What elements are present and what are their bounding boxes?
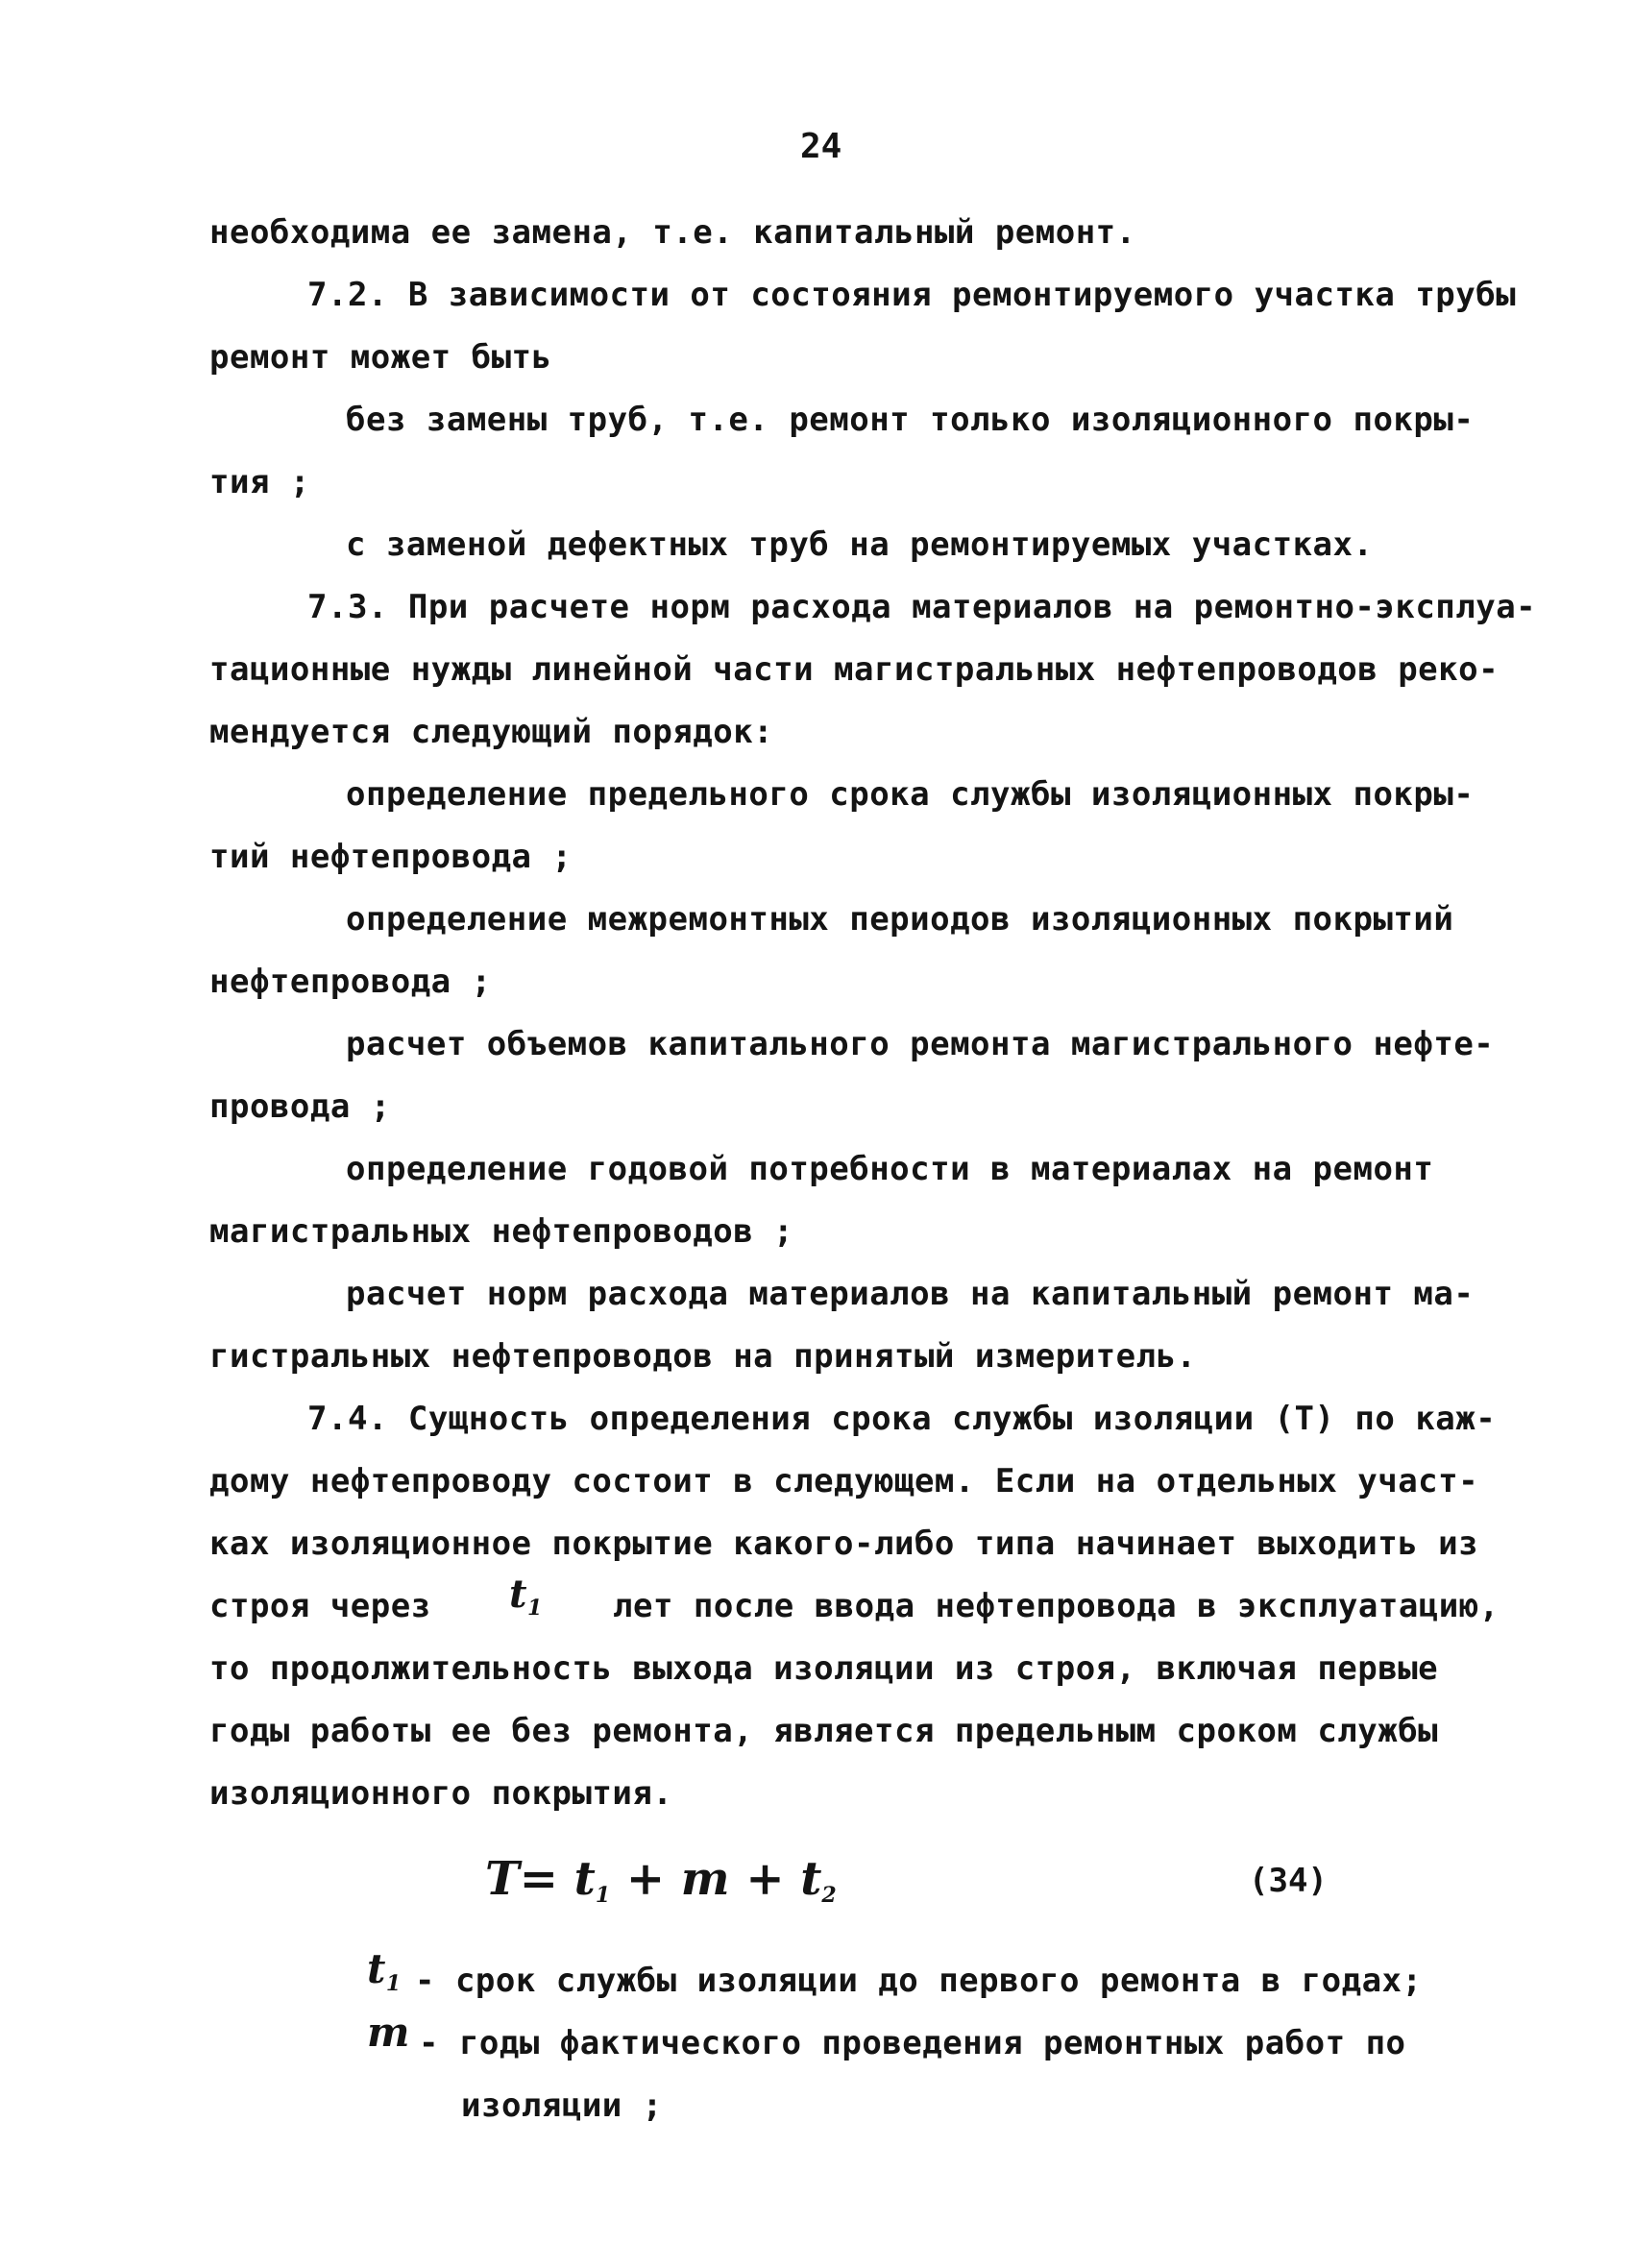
text-line-16: определение годовой потребности в материалах на ремонт <box>346 1150 1434 1188</box>
text-line-12: определение межремонтных периодов изоляционных покрытий <box>346 900 1454 939</box>
text-line-17: магистральных нефтепроводов ; <box>209 1212 794 1251</box>
text-line-5: тия ; <box>209 463 310 501</box>
text-line-23a: строя через <box>209 1587 431 1625</box>
text-line-23b: лет после ввода нефтепровода в эксплуатацию, <box>613 1587 1500 1625</box>
text-line-22: ках изоляционное покрытие какого-либо типа начинает выходить из <box>209 1524 1479 1563</box>
definition-text-t1: - срок службы изоляции до первого ремонта в годах; <box>415 1962 1423 2000</box>
text-line-25: годы работы ее без ремонта, является предельным сроком службы <box>209 1712 1439 1750</box>
formula-plus-2: + <box>745 1852 785 1906</box>
text-line-10: определение предельного срока службы изоляционных покры- <box>346 775 1475 814</box>
text-line-18: расчет норм расхода материалов на капитальный ремонт ма- <box>346 1275 1475 1313</box>
text-line-15: провода ; <box>209 1087 391 1126</box>
t1-symbol-inline: $t_1$ <box>509 1572 543 1621</box>
text-line-19: гистральных нефтепроводов на принятый измеритель. <box>209 1337 1197 1376</box>
text-line-1: необходима ее замена, т.е. капитальный ремонт. <box>209 213 1136 252</box>
definition-text-m: - годы фактического проведения ремонтных работ по <box>419 2024 1406 2062</box>
formula-t2: t <box>800 1852 822 1906</box>
text-line-2: 7.2. В зависимости от состояния ремонтируемого участка трубы <box>307 276 1517 314</box>
text-line-4: без замены труб, т.е. ремонт только изоляционного покры- <box>346 401 1475 439</box>
page-number: 24 <box>800 127 842 166</box>
text-line-6: с заменой дефектных труб на ремонтируемых участках. <box>346 525 1374 564</box>
text-line-3: ремонт может быть <box>209 338 552 377</box>
definition-continuation: изоляции ; <box>461 2086 663 2125</box>
text-line-20: 7.4. Сущность определения срока службы изоляции (Т) по каж- <box>307 1400 1497 1438</box>
formula-m: m <box>680 1852 730 1906</box>
formula-t1: t <box>573 1852 596 1906</box>
formula-34: $T= t_1 + m + t_2$ <box>485 1852 837 1908</box>
text-line-26: изоляционного покрытия. <box>209 1774 673 1813</box>
formula-plus-1: + <box>625 1852 666 1906</box>
text-line-9: мендуется следующий порядок: <box>209 713 774 751</box>
text-line-7: 7.3. При расчете норм расхода материалов на ремонтно-эксплуа- <box>307 588 1537 626</box>
definition-symbol-m: m <box>367 2009 410 2056</box>
text-line-11: тий нефтепровода ; <box>209 838 573 876</box>
text-line-24: то продолжительность выхода изоляции из строя, включая первые <box>209 1649 1439 1688</box>
text-line-8: тационные нужды линейной части магистральных нефтепроводов реко- <box>209 650 1500 689</box>
equation-number: (34) <box>1249 1862 1328 1900</box>
formula-equals: = <box>519 1852 558 1906</box>
definition-symbol-t1: $t_1$ <box>367 1945 402 1996</box>
text-line-13: нефтепровода ; <box>209 963 492 1001</box>
text-line-21: дому нефтепроводу состоит в следующем. Если на отдельных участ- <box>209 1462 1479 1500</box>
text-line-14: расчет объемов капитального ремонта магистрального нефте- <box>346 1025 1495 1063</box>
formula-T: T <box>485 1852 520 1906</box>
